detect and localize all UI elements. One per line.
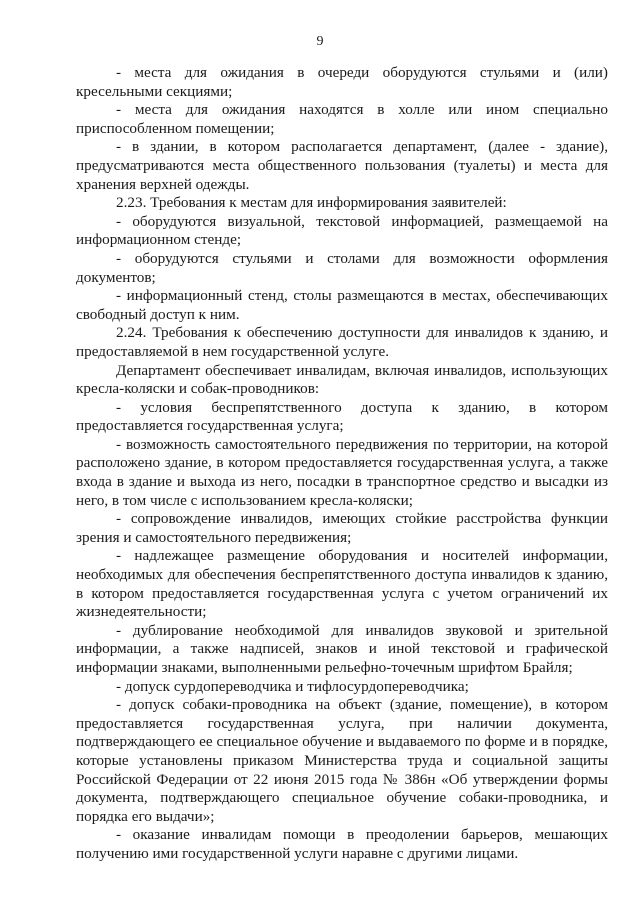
- paragraph: - в здании, в котором располагается департамент, (далее - здание), предусматриваются места общественного пользования (туалеты) и места для хранения верхней одежды.: [76, 138, 608, 193]
- paragraph: - надлежащее размещение оборудования и носителей информации, необходимых для обеспечения беспрепятственного доступа инвалидов к зданию, в котором предоставляется государственная услуга с учетом ограничений их жизнедеятельности;: [76, 547, 608, 621]
- paragraph: - допуск собаки-проводника на объект (здание, помещение), в котором предоставляется государственная услуга, при наличии документа, подтверждающего ее специальное обучение и выдаваемого по форме и в порядке, которые установлены приказом Министерства труда и социальной защиты Российской Федерации от 22 июня 2015 года № 386н «Об утверждении формы документа, подтверждающего специальное обучение собаки-проводника, и порядка его выдачи»;: [76, 696, 608, 825]
- paragraph: - места для ожидания в очереди оборудуются стульями и (или) кресельными секциями;: [76, 64, 608, 100]
- paragraph: - места для ожидания находятся в холле или ином специально приспособленном помещении;: [76, 101, 608, 137]
- paragraph: - оборудуются стульями и столами для возможности оформления документов;: [76, 249, 608, 286]
- paragraph: - оказание инвалидам помощи в преодолении барьеров, мешающих получению ими государственной услуги наравне с другими лицами.: [76, 826, 608, 862]
- document-body: [76, 64, 608, 864]
- paragraph: - условия беспрепятственного доступа к зданию, в котором предоставляется государственная услуга;: [76, 398, 608, 435]
- paragraph: - сопровождение инвалидов, имеющих стойкие расстройства функции зрения и самостоятельного передвижения;: [76, 510, 608, 546]
- paragraph: Департамент обеспечивает инвалидам, включая инвалидов, использующих кресла-коляски и собак-проводников:: [76, 361, 608, 398]
- paragraph: - дублирование необходимой для инвалидов звуковой и зрительной информации, а также надписей, знаков и иной текстовой и графической информации знаками, выполненными рельефно-точечным шрифтом Брайля;: [76, 621, 608, 676]
- paragraph: - возможность самостоятельного передвижения по территории, на которой расположено здание, в котором предоставляется государственная услуга, а также входа в здание и выхода из него, посадки в транспортное средство и высадки из него, в том числе с использованием кресла-коляски;: [76, 435, 608, 509]
- paragraph: - оборудуются визуальной, текстовой информацией, размещаемой на информационном стенде;: [76, 212, 608, 249]
- paragraph: - информационный стенд, столы размещаются в местах, обеспечивающих свободный доступ к ним.: [76, 287, 608, 323]
- paragraph: 2.23. Требования к местам для информирования заявителей:: [116, 194, 507, 212]
- page-number: 9: [316, 34, 324, 49]
- paragraph: 2.24. Требования к обеспечению доступности для инвалидов к зданию, и предоставляемой в нем государственной услуге.: [76, 324, 608, 360]
- paragraph: - допуск сурдопереводчика и тифлосурдопереводчика;: [116, 677, 469, 695]
